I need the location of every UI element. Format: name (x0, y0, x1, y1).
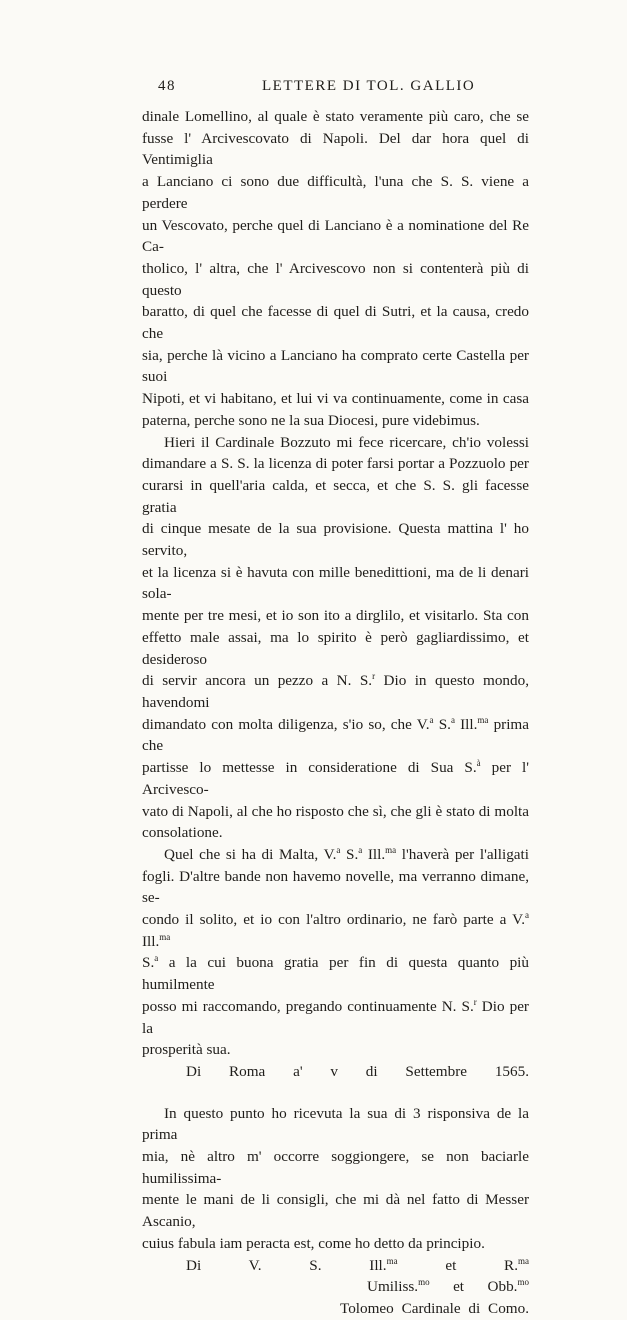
closing-formula: Umiliss.$^{mo}$ et Obb.$^{mo}$ (367, 1277, 529, 1296)
text-line: effetto male assai, ma lo spirito è però gagliardissimo, et desideroso (142, 628, 529, 668)
text-line: mia, nè altro m' occorre soggiongere, se non baciarle humilissima- (142, 1148, 529, 1187)
text-line: partisse lo mettesse in consideratione di Sua S.$^à$ per l' Arcivesco- (142, 758, 529, 798)
running-title: LETTERE DI TOL. GALLIO (262, 78, 476, 94)
text-line: vato di Napoli, al che ho risposto che sì, che gli è stato di molta (142, 802, 529, 820)
spacer (142, 1083, 529, 1103)
text-line: paterna, perche sono ne la sua Diocesi, pure videbimus. (142, 411, 480, 429)
text-line: condo il solito, et io con l'altro ordinario, ne farò parte a V.$^a$ Ill.$^{ma}$ (142, 910, 529, 950)
dateline: Di Roma a' v di Settembre 1565. (186, 1062, 529, 1080)
text-line: un Vescovato, perche quel di Lanciano è a nominatione del Re Ca- (142, 216, 529, 256)
text-line: baratto, di quel che facesse di quel di Sutri, et la causa, credo che (142, 303, 529, 343)
text-line: mente le mani de li consigli, che mi dà nel fatto di Messer Ascanio, (142, 1191, 529, 1231)
text-line: sia, perche là vicino a Lanciano ha comprato certe Castella per suoi (142, 346, 529, 386)
text-line: In questo punto ho ricevuta la sua di 3 risponsiva de la prima (142, 1104, 529, 1144)
text-line: Quel che si ha di Malta, V.$^a$ S.$^a$ Ill.$^{ma}$ l'haverà per l'alligati (164, 844, 529, 863)
text-line: Nipoti, et vi habitano, et lui vi va continuamente, come in casa (142, 390, 529, 408)
salutation: Di V. S. Ill.$^{ma}$ et R.$^{ma}$ (186, 1255, 529, 1274)
text-line: S.$^a$ a la cui buona gratia per fin di questa quanto più humilmente (142, 953, 529, 994)
text-line: di servir ancora un pezzo a N. S.$^r$ Dio in questo mondo, havendomi (142, 671, 529, 711)
text-line: di cinque mesate de la sua provisione. Questa mattina l' ho servito, (142, 520, 529, 560)
text-line: posso mi raccomando, pregando continuamente N. S.$^r$ Dio per la (142, 996, 529, 1037)
text-line: dimandare a S. S. la licenza di poter farsi portar a Pozzuolo per (142, 455, 529, 473)
signature-name: Tolomeo Cardinale di Como. (340, 1299, 529, 1317)
text-line: tholico, l' altra, che l' Arcivescovo non si contenterà più di questo (142, 259, 529, 299)
text-line: prosperità sua. (142, 1041, 231, 1059)
text-line: fogli. D'altre bande non havemo novelle, ma verranno dimane, se- (142, 867, 529, 907)
text-line: curarsi in quell'aria calda, et secca, et che S. S. gli facesse gratia (142, 476, 529, 516)
text-line: mente per tre mesi, et io son ito a dirglilo, et visitarlo. Sta con (142, 607, 529, 625)
text-line: consolatione. (142, 824, 223, 842)
text-line: Hieri il Cardinale Bozzuto mi fece ricercare, ch'io volessi (164, 433, 529, 451)
text-line: cuius fabula iam peracta est, come ho detto da principio. (142, 1234, 485, 1252)
letter-body (142, 106, 529, 1320)
text-line: dinale Lomellino, al quale è stato veramente più caro, che se (142, 108, 529, 125)
text-line: fusse l' Arcivescovato di Napoli. Del dar hora quel di Ventimiglia (142, 129, 529, 169)
page-header (0, 78, 627, 98)
text-line: dimandato con molta diligenza, s'io so, che V.$^a$ S.$^a$ Ill.$^{ma}$ prima che (142, 714, 529, 755)
page-number: 48 (158, 78, 176, 94)
text-line: a Lanciano ci sono due difficultà, l'una che S. S. viene a perdere (142, 173, 529, 212)
text-line: et la licenza si è havuta con mille benedittioni, ma de li denari sola- (142, 563, 529, 603)
